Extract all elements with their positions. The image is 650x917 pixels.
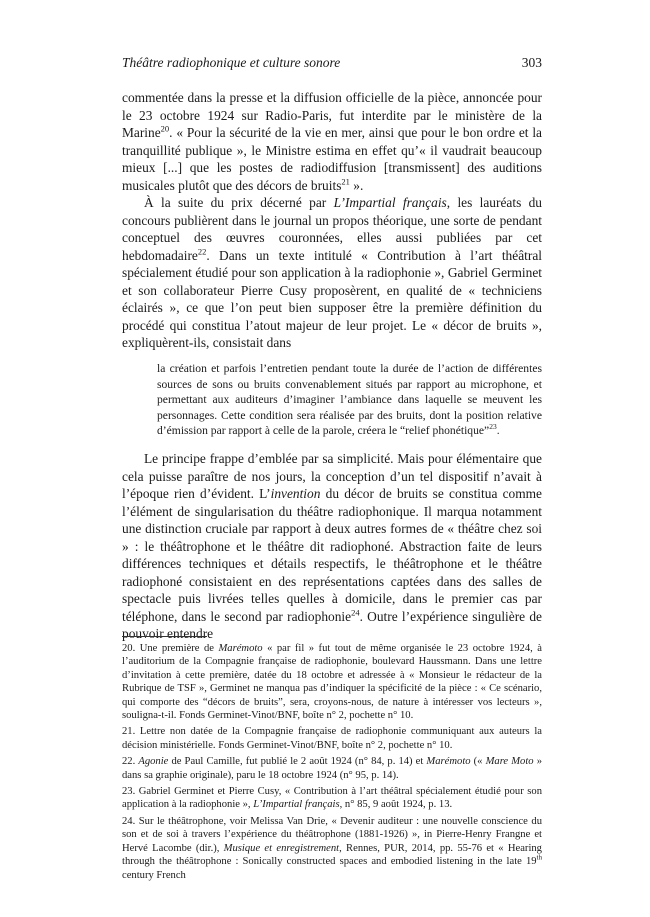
running-head	[122, 55, 542, 75]
text-run: du décor de bruits se constitua comme l’élément de singularisation du théâtre radiophonique. Il marqua notamment une distinction cruciale par rapport à deux autres formes de « théâtre chez soi » : le théâtrophone et le théâtre dit radiophoné. Abstraction faite de leurs différences techniques et détails respectifs, le théâtrophone et le théâtre radiophoné consistaient en des représentations captées dans des salles de spectacle puis livrées telles quelles à domicile, dans le premier cas par téléphone, dans le second par radiophonie	[122, 486, 542, 624]
emphasis: invention	[270, 486, 321, 501]
footnote-ref-23[interactable]: 23	[489, 422, 497, 432]
text-run: («	[470, 756, 486, 768]
text-run: » dans sa graphie originale), paru le 18 octobre 1924 (n° 95, p. 14).	[122, 756, 542, 781]
text-run: . « Pour la sécurité de la vie en mer, ainsi que pour le bon ordre et la tranquillité publique », le Ministre estima en effet qu’« il vaudrait beaucoup mieux [...] que les postes de radiodiffusion [transmissent] des auditions musicales plutôt que des décors de bruits	[122, 125, 542, 193]
text-run: . Dans un texte intitulé « Contribution à l’art théâtral spécialement étudié pour son application à la radiophonie », Gabriel Germinet et son collaborateur Pierre Cusy proposèrent, en qualité de « techniciens éclairés », ce que l’on peut bien supposer être la première définition du procédé qui constitua l’atout majeur de leur projet. Le « décor de bruits », expliquèrent-ils, consistait dans	[122, 247, 542, 350]
text-run: ».	[349, 177, 364, 193]
text-run: . Outre l’expérience singulière de pouvoir entendre	[122, 608, 542, 641]
text-run: , n° 85, 9 août 1924, p. 13.	[339, 799, 453, 811]
paragraph-1	[122, 89, 542, 194]
footnote-23	[122, 785, 542, 812]
footnote-ref-21[interactable]: 21	[341, 176, 350, 187]
footnote-20	[122, 642, 542, 722]
work-title: Marémoto	[218, 643, 263, 654]
footnote-24	[122, 815, 542, 882]
work-title: Marémoto	[426, 756, 471, 768]
journal-title: L’Impartial français	[333, 195, 447, 210]
text-run: commentée dans la presse et la diffusion officielle de la pièce, annoncée pour le 23 octobre 1924 sur Radio-Paris, fut interdite par le ministère de la Marine	[122, 90, 542, 140]
text-run: À la suite du prix décerné par	[144, 195, 334, 210]
text-run: 24. Sur le théâtrophone, voir Melissa Van Drie, « Devenir auditeur : une nouvelle conscience du son et de soi à travers l’expérience du théâtrophone (1881-1926) », in Pierre-Henry Frangne et Hervé Lacombe (dir.),	[122, 815, 542, 854]
text-run: Le principe frappe d’emblée par sa simplicité. Mais pour élémentaire que cela puisse paraître de nos jours, la conception d’un tel dispositif n’avait à l’époque rien d’évident. L’	[122, 451, 542, 501]
main-text-continued	[122, 450, 542, 643]
text-run: , les lauréats du concours publièrent dans le journal un propos théorique, une sorte de pendant conceptuel des œuvres couronnées, elles aussi publiées par cet hebdomadaire	[122, 195, 542, 263]
text-run: 21. Lettre non datée de la Compagnie française de radiophonie communiquant aux auteurs la décision ministérielle. Fonds Germinet-Vinot/BNF, boîte n° 2, pochette n° 10.	[122, 726, 542, 751]
journal-title: L’Impartial français	[253, 799, 340, 811]
page-number: 303	[521, 55, 542, 70]
book-title: Musique et enregistrement	[223, 842, 340, 854]
text-run: , Rennes, PUR, 2014, pp. 55-76 et « Hearing through the théâtrophone : Sonically constructed spaces and embodied listening in the late 19	[122, 842, 542, 868]
footnote-ref-22[interactable]: 22	[197, 246, 207, 257]
text-run: 23. Gabriel Germinet et Pierre Cusy, « Contribution à l’art théâtral spécialement étudié pour son application à la radiophonie »,	[122, 786, 542, 811]
text-run: 22.	[122, 756, 139, 768]
footnote-divider	[122, 636, 207, 637]
text-run: « par fil » fut tout de même organisée le 23 octobre 1924, à l’auditorium de la Compagnie française de radiophonie, boulevard Haussmann. Dans une lettre d’invitation à cette première, datée du 18 octobre et adressée à « Monsieur le rédacteur de la Rubrique de TSF », Germinet ne manqua pas d’indiquer la spécificité de la pièce : « Ce scénario, qui comporte des “décors de bruits”, sera, croyons-nous, de nature à intéresser vos lecteurs », souligna-t-il. Fonds Germinet-Vinot/BNF, boîte n° 2, pochette n° 10.	[122, 643, 542, 722]
footnotes	[122, 642, 542, 885]
text-run: de Paul Camille, fut publié le 2 août 1924 (n° 84, p. 14) et	[168, 756, 427, 768]
ordinal-suffix: th	[536, 853, 542, 862]
work-title: Agonie	[138, 756, 169, 768]
quote-text: .	[496, 424, 500, 438]
footnote-22	[122, 755, 542, 782]
footnote-ref-24[interactable]: 24	[351, 607, 360, 618]
running-title: Théâtre radiophonique et culture sonore	[122, 55, 341, 70]
footnote-ref-20[interactable]: 20	[160, 123, 170, 134]
work-title: Mare Moto	[485, 756, 534, 768]
paragraph-2	[122, 194, 542, 352]
text-run: century French	[122, 869, 186, 881]
quote-text: la création et parfois l’entretien pendant toute la durée de l’action de différentes sources de sons ou bruits convenablement situés par rapport au microphone, et permettant aux auditeurs d’imaginer l’ambiance dans laquelle se meuvent les personnages. Cette condition sera réalisée par des bruits, dont la position relative d’émission par rapport à celle de la parole, créera le “relief phonétique”	[157, 362, 542, 438]
block-quote	[157, 361, 542, 439]
paragraph-3	[122, 450, 542, 643]
footnote-21	[122, 725, 542, 752]
text-run: 20. Une première de	[122, 643, 219, 654]
main-text	[122, 89, 542, 352]
